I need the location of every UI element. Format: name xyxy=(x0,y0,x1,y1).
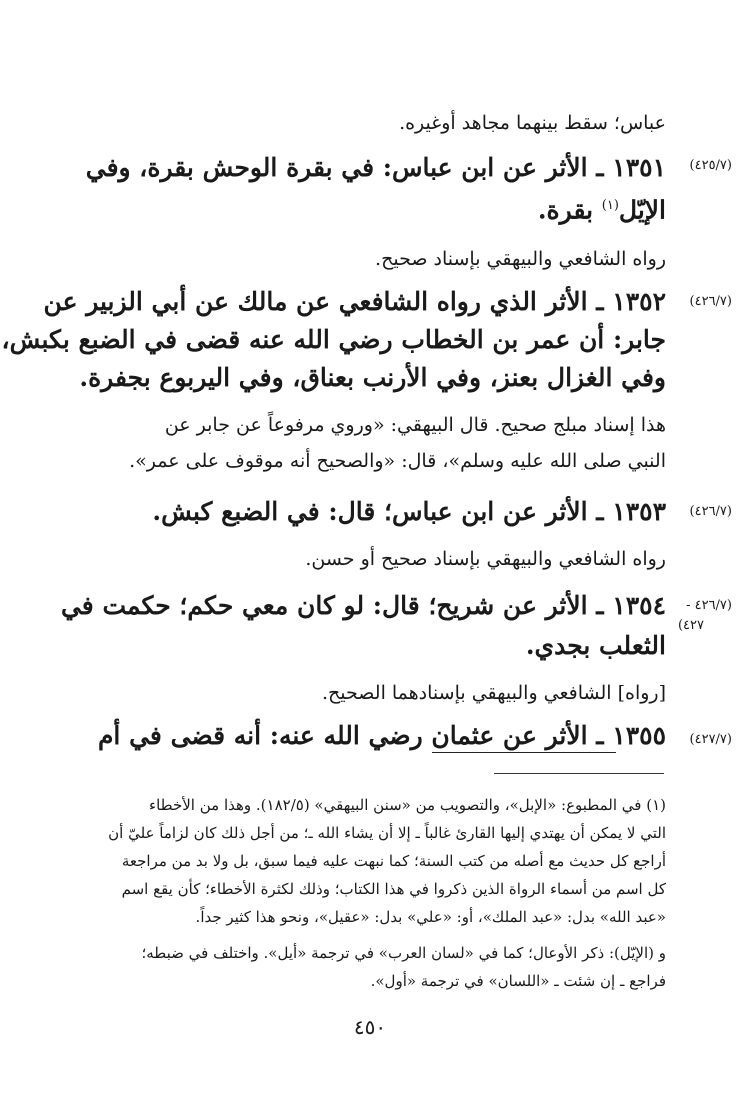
entry-1352-heading: ١٣٥٢ ـ الأثر الذي رواه الشافعي عن مالك عن أبي الزبير عن xyxy=(43,287,666,316)
volume-page-ref: (٤٢٧/٧) xyxy=(689,732,732,747)
entry-1351-heading: ١٣٥١ ـ الأثر عن ابن عباس: في بقرة الوحش بقرة، وفي xyxy=(85,153,666,182)
entry-1355-heading: ١٣٥٥ ـ الأثر عن عثمان رضي الله عنه: أنه قضى في أم xyxy=(97,721,666,750)
volume-page-ref: (٤٢٦/٧ - xyxy=(686,598,732,613)
entry-1354-heading: ١٣٥٤ ـ الأثر عن شريح؛ قال: لو كان معي حكم؛ حكمت في xyxy=(60,591,666,620)
footnote-marker[interactable]: (١) xyxy=(601,198,619,213)
text-line-commentary: النبي صلى الله عليه وسلم»، قال: «والصحيح أنه موقوف على عمر». xyxy=(129,450,666,472)
entry-1352-line-3: وفي الغزال بعنز، وفي الأرنب بعناق، وفي اليربوع بجفرة. xyxy=(79,363,666,392)
page-number: ٤٥٠ xyxy=(353,1015,387,1039)
entry-1353-heading: ١٣٥٣ ـ الأثر عن ابن عباس؛ قال: في الضبع كبش. xyxy=(152,497,666,526)
heading-underline xyxy=(432,752,616,753)
footnote-line: «عبد الله» بدل: «عبد الملك»، أو: «علي» بدل: «عقيل»، ونحو هذا كثير جداً. xyxy=(195,908,666,926)
volume-page-ref: (٤٢٥/٧) xyxy=(689,158,732,173)
footnote-line: (١) في المطبوع: «الإبل»، والتصويب من «سنن البيهقي» (١٨٢/٥). وهذا من الأخطاء xyxy=(149,796,666,814)
footnote-separator xyxy=(494,773,664,774)
entry-1351-line-2 xyxy=(80,188,666,228)
entry-1351-word: الإيّل xyxy=(618,195,666,225)
text-line-commentary: هذا إسناد مبلج صحيح. قال البيهقي: «وروي مرفوعاً عن جابر عن xyxy=(164,414,666,436)
footnote-line: و (الإيّل): ذكر الأوعال؛ كما في «لسان العرب» في ترجمة «أيل». واختلف في ضبطه؛ xyxy=(141,944,666,962)
footnote-line: أراجع كل حديث مع أصله من كتب السنة؛ كما نبهت عليه فيما سبق، بل ولا بد من مراجعة xyxy=(121,852,666,870)
volume-page-ref: (٤٢٦/٧) xyxy=(689,294,732,309)
volume-page-ref-cont: ٤٢٧) xyxy=(677,618,704,633)
entry-1351-end: بقرة. xyxy=(537,195,602,225)
footnote-line: كل اسم من أسماء الرواة الذين ذكروا في هذا الكتاب؛ وذلك لكثرة الأخطاء؛ كأن يقع اسم xyxy=(121,880,666,898)
entry-1354-line-2: الثعلب بجدي. xyxy=(525,631,666,660)
text-line-narration: رواه الشافعي والبيهقي بإسناد صحيح. xyxy=(375,248,666,270)
volume-page-ref: (٤٢٦/٧) xyxy=(689,504,732,519)
footnote-line: فراجع ـ إن شئت ـ «اللسان» في ترجمة «أول». xyxy=(370,972,666,990)
text-line-continuation: عباس؛ سقط بينهما مجاهد أوغيره. xyxy=(399,112,666,134)
text-line-narration: [رواه] الشافعي والبيهقي بإسنادهما الصحيح. xyxy=(322,682,666,704)
entry-1352-line-2: جابر: أن عمر بن الخطاب رضي الله عنه قضى في الضبع بكبش، xyxy=(1,325,666,354)
text-line-narration: رواه الشافعي والبيهقي بإسناد صحيح أو حسن. xyxy=(305,548,666,570)
footnote-line: التي لا يمكن أن يهتدي إليها القارئ غالباً ـ إلا أن يشاء الله ـ؛ من أجل ذلك كان لزاماً عليّ أن xyxy=(108,824,666,842)
